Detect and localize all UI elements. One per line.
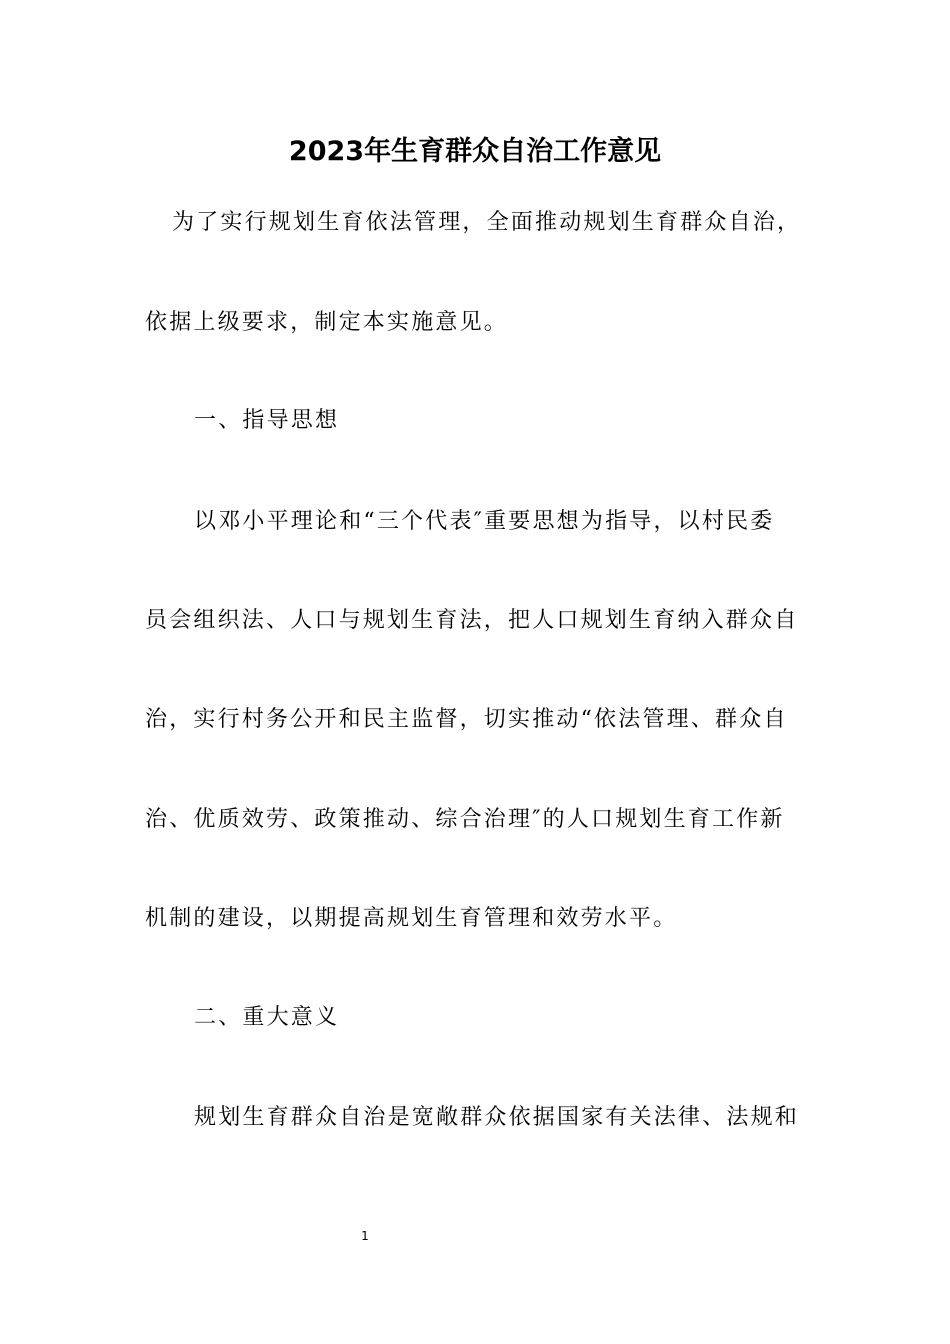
section-heading-guiding-thought: 一、指导思想 <box>194 408 340 433</box>
paragraph-line-guiding-3: 治，实行村务公开和民主监督，切实推动“依法管理、群众自 <box>145 707 788 732</box>
document-title: 2023年生育群众自治工作意见 <box>288 136 662 167</box>
page-number: 1 <box>361 1229 369 1243</box>
paragraph-line-guiding-5: 机制的建设，以期提高规划生育管理和效劳水平。 <box>145 906 678 931</box>
paragraph-line-guiding-1: 以邓小平理论和“三个代表″重要思想为指导，以村民委 <box>194 509 775 534</box>
paragraph-line-significance-1: 规划生育群众自治是宽敞群众依据国家有关法律、法规和 <box>194 1105 800 1130</box>
paragraph-line-intro-1: 为了实行规划生育依法管理，全面推动规划生育群众自治， <box>172 210 802 235</box>
paragraph-line-guiding-4: 治、优质效劳、政策推动、综合治理″的人口规划生育工作新 <box>145 807 785 832</box>
paragraph-line-guiding-2: 员会组织法、人口与规划生育法，把人口规划生育纳入群众自 <box>145 608 799 633</box>
paragraph-line-intro-2: 依据上级要求，制定本实施意见。 <box>145 310 509 335</box>
section-heading-significance: 二、重大意义 <box>194 1005 340 1030</box>
